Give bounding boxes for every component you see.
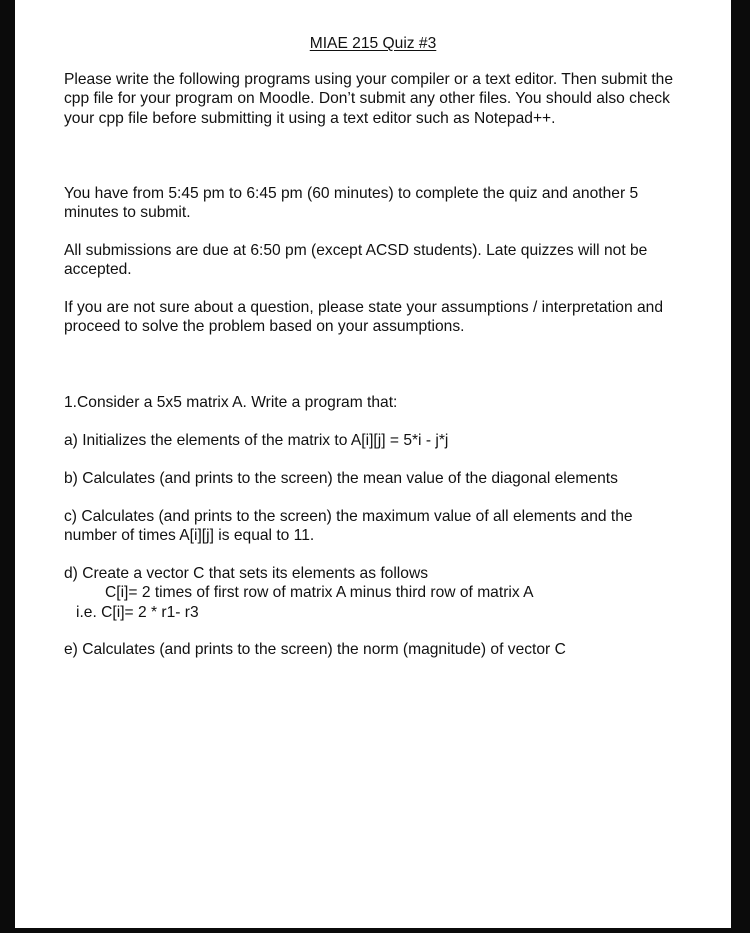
question-part-d xyxy=(64,564,686,622)
question-part-a: a) Initializes the elements of the matrix to A[i][j] = 5*i - j*j xyxy=(64,432,449,449)
document-page xyxy=(15,0,731,928)
question-part-b: b) Calculates (and prints to the screen) the mean value of the diagonal elements xyxy=(64,470,618,487)
question-part-d-line1: d) Create a vector C that sets its elements as follows xyxy=(64,565,429,582)
instructions-paragraph: Please write the following programs using your compiler or a text editor. Then submit the cpp file for your program on Moodle. Don’t submit any other files. You should also check your cpp file before submitting it using a text editor such as Notepad++. xyxy=(64,71,674,127)
question-heading: 1.Consider a 5x5 matrix A. Write a program that: xyxy=(64,394,398,411)
question-part-d-line3: i.e. C[i]= 2 * r1- r3 xyxy=(76,603,199,621)
question-part-d-line2: C[i]= 2 times of first row of matrix A minus third row of matrix A xyxy=(105,584,534,602)
assumptions-paragraph: If you are not sure about a question, please state your assumptions / interpretation and proceed to solve the problem based on your assumptions. xyxy=(64,299,663,336)
question-part-e: e) Calculates (and prints to the screen) the norm (magnitude) of vector C xyxy=(64,641,566,658)
time-limit-paragraph: You have from 5:45 pm to 6:45 pm (60 minutes) to complete the quiz and another 5 minutes to submit. xyxy=(64,185,639,222)
question-part-c: c) Calculates (and prints to the screen) the maximum value of all elements and the number of times A[i][j] is equal to 11. xyxy=(64,508,633,545)
deadline-paragraph: All submissions are due at 6:50 pm (except ACSD students). Late quizzes will not be accepted. xyxy=(64,242,648,279)
quiz-title: MIAE 215 Quiz #3 xyxy=(309,35,437,52)
